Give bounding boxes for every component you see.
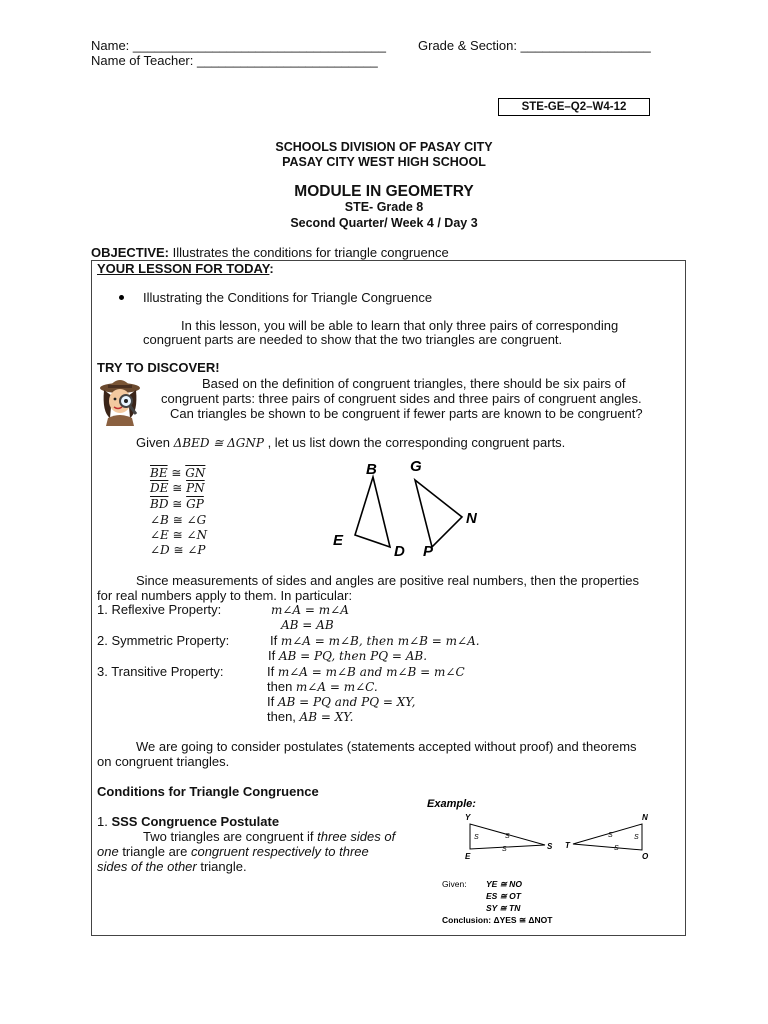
part-left: ∠D — [150, 543, 170, 557]
symmetric-segment — [268, 648, 427, 663]
symmetric-angle-if: If — [270, 633, 281, 648]
transitive-line2-then: then — [267, 679, 296, 694]
sss-example-figure — [420, 793, 660, 925]
discover-heading: TRY TO DISCOVER! — [97, 360, 220, 375]
given-math: ΔBED ≅ ΔGNP — [173, 436, 264, 450]
congruent-symbol: ≅ — [168, 528, 187, 542]
module-quarter: Second Quarter/ Week 4 / Day 3 — [290, 216, 478, 230]
congruent-symbol: ≅ — [167, 466, 186, 480]
congruent-part-row — [150, 497, 204, 511]
congruent-symbol: ≅ — [168, 497, 187, 511]
sss-line3 — [97, 859, 247, 874]
vertex-label-e: E — [333, 532, 344, 549]
example-given-1: YE ≅ NO — [486, 879, 522, 889]
part-left: $\overline{BD}$ — [150, 497, 169, 511]
lesson-heading-colon: : — [269, 261, 274, 276]
grade-section-field-label: Grade & Section: __________________ — [418, 38, 651, 53]
transitive-line4 — [267, 709, 353, 724]
transitive-line1 — [267, 664, 465, 679]
tick-mark-s: S — [505, 833, 510, 840]
transitive-line1-if: If — [267, 664, 278, 679]
objective-text: Illustrates the conditions for triangle congruence — [169, 245, 449, 260]
vertex-label-t: T — [565, 841, 570, 850]
sss-line1 — [143, 829, 395, 844]
school-name: PASAY CITY WEST HIGH SCHOOL — [282, 155, 486, 169]
vertex-label-p: P — [423, 543, 434, 560]
part-right: $\overline{GP}$ — [186, 497, 204, 511]
part-right: ∠N — [186, 528, 208, 542]
example-given-3: SY ≅ TN — [486, 903, 521, 913]
example-label: Example: — [427, 798, 476, 810]
discover-line3: Can triangles be shown to be congruent if fewer parts are known to be congruent? — [170, 406, 643, 421]
transitive-line2-math: m∠A = m∠C. — [295, 680, 378, 694]
congruent-part-row — [150, 543, 206, 557]
congruent-symbol: ≅ — [169, 543, 188, 557]
part-right: ∠G — [186, 513, 207, 527]
sss-title: SSS Congruence Postulate — [111, 814, 280, 829]
symmetric-segment-if: If — [268, 648, 279, 663]
given-statement — [136, 435, 565, 450]
reflexive-segment: AB = AB — [281, 618, 334, 632]
symmetric-angle — [270, 633, 480, 648]
transitive-line3-if: If — [267, 694, 278, 709]
objective-label: OBJECTIVE: — [91, 245, 170, 260]
sss-title-line — [97, 814, 279, 829]
triangle-gnp — [415, 480, 462, 547]
sss-line1-a: Two triangles are congruent if — [143, 829, 318, 844]
sss-line2-c: congruent respectively to three — [190, 844, 369, 859]
vertex-label-n2: N — [642, 813, 648, 822]
lesson-bullet: Illustrating the Conditions for Triangle Congruence — [143, 290, 433, 305]
transitive-line2 — [267, 679, 378, 694]
sss-line2 — [97, 844, 369, 859]
discover-line2: congruent parts: three pairs of congruent sides and three pairs of congruent angles. — [161, 391, 642, 406]
sss-line1-b: three sides of — [317, 829, 396, 844]
vertex-label-e2: E — [465, 852, 471, 861]
congruent-part-row — [150, 528, 207, 542]
transitive-line3 — [267, 694, 415, 709]
tick-mark-s: S — [634, 834, 639, 841]
bullet-dot — [119, 295, 124, 300]
example-given-2: ES ≅ OT — [486, 891, 521, 901]
reflexive-label: 1. Reflexive Property: — [97, 602, 222, 617]
module-code: STE-GE–Q2–W4-12 — [498, 98, 650, 116]
module-title: MODULE IN GEOMETRY — [294, 183, 474, 200]
sss-number: 1. — [97, 814, 112, 829]
vertex-label-d: D — [394, 543, 405, 560]
vertex-label-g: G — [410, 458, 422, 475]
triangles-bed-gnp-figure — [325, 455, 485, 560]
vertex-label-o: O — [642, 852, 649, 861]
sss-line2-b: triangle are — [118, 844, 191, 859]
tick-mark-s: S — [614, 845, 619, 852]
detective-girl-icon — [96, 374, 148, 426]
transitive-label: 3. Transitive Property: — [97, 664, 224, 679]
lesson-intro-line2: congruent parts are needed to show that the two triangles are congruent. — [143, 332, 563, 347]
triangle-bed — [355, 477, 390, 547]
congruent-part-row — [150, 466, 205, 480]
sss-line2-a: one — [97, 844, 119, 859]
lesson-heading-text: YOUR LESSON FOR TODAY — [97, 261, 270, 276]
vertex-label-s: S — [547, 842, 553, 851]
reflexive-angle: m∠A = m∠A — [271, 603, 349, 617]
congruent-symbol: ≅ — [168, 481, 187, 495]
discover-line1: Based on the definition of congruent triangles, there should be six pairs of — [202, 376, 626, 391]
sss-line3-b: triangle. — [196, 859, 247, 874]
example-conclusion: Conclusion: ΔYES ≅ ΔNOT — [442, 915, 553, 925]
congruent-part-row — [150, 481, 205, 495]
tick-mark-s: S — [474, 834, 479, 841]
part-left: $\overline{BE}$ — [150, 466, 168, 480]
symmetric-angle-math: m∠A = m∠B, then m∠B = m∠A. — [280, 634, 480, 648]
vertex-label-n: N — [466, 510, 477, 527]
part-left: ∠B — [150, 513, 169, 527]
lesson-intro-line1: In this lesson, you will be able to learn that only three pairs of corresponding — [181, 318, 619, 333]
name-field-label: Name: ___________________________________ — [91, 38, 386, 53]
transitive-line4-then: then, — [267, 709, 300, 724]
symmetric-label: 2. Symmetric Property: — [97, 633, 230, 648]
part-left: $\overline{DE}$ — [150, 481, 169, 495]
given-prefix: Given — [136, 435, 174, 450]
conditions-heading: Conditions for Triangle Congruence — [97, 784, 319, 799]
transitive-line4-math: AB = XY. — [299, 710, 354, 724]
objective-line — [91, 245, 449, 260]
transitive-line1-math: m∠A = m∠B and m∠B = m∠C — [277, 665, 465, 679]
properties-intro-line1: Since measurements of sides and angles are positive real numbers, then the properties — [136, 573, 639, 588]
part-right: ∠P — [187, 543, 206, 557]
teacher-field-label: Name of Teacher: _________________________ — [91, 53, 378, 68]
module-grade: STE- Grade 8 — [344, 200, 424, 214]
part-right: $\overline{GN}$ — [185, 466, 206, 480]
sss-line3-a: sides of the other — [97, 859, 197, 874]
part-left: ∠E — [150, 528, 169, 542]
vertex-label-y: Y — [465, 813, 471, 822]
example-given-label: Given: — [442, 879, 467, 889]
properties-intro-line2: for real numbers apply to them. In particular: — [97, 588, 353, 603]
given-suffix: , let us list down the corresponding congruent parts. — [263, 435, 566, 450]
vertex-label-b: B — [366, 461, 377, 478]
lesson-heading — [97, 261, 274, 276]
congruent-symbol: ≅ — [168, 513, 187, 527]
tick-mark-s: S — [502, 846, 507, 853]
tick-mark-s: S — [608, 832, 613, 839]
symmetric-segment-math: AB = PQ, then PQ = AB. — [278, 649, 428, 663]
postulates-line2: on congruent triangles. — [97, 754, 230, 769]
division-title: SCHOOLS DIVISION OF PASAY CITY — [275, 140, 493, 154]
congruent-part-row — [150, 513, 206, 527]
postulates-line1: We are going to consider postulates (statements accepted without proof) and theorems — [136, 739, 637, 754]
part-right: $\overline{PN}$ — [186, 481, 205, 495]
transitive-line3-math: AB = PQ and PQ = XY, — [277, 695, 416, 709]
